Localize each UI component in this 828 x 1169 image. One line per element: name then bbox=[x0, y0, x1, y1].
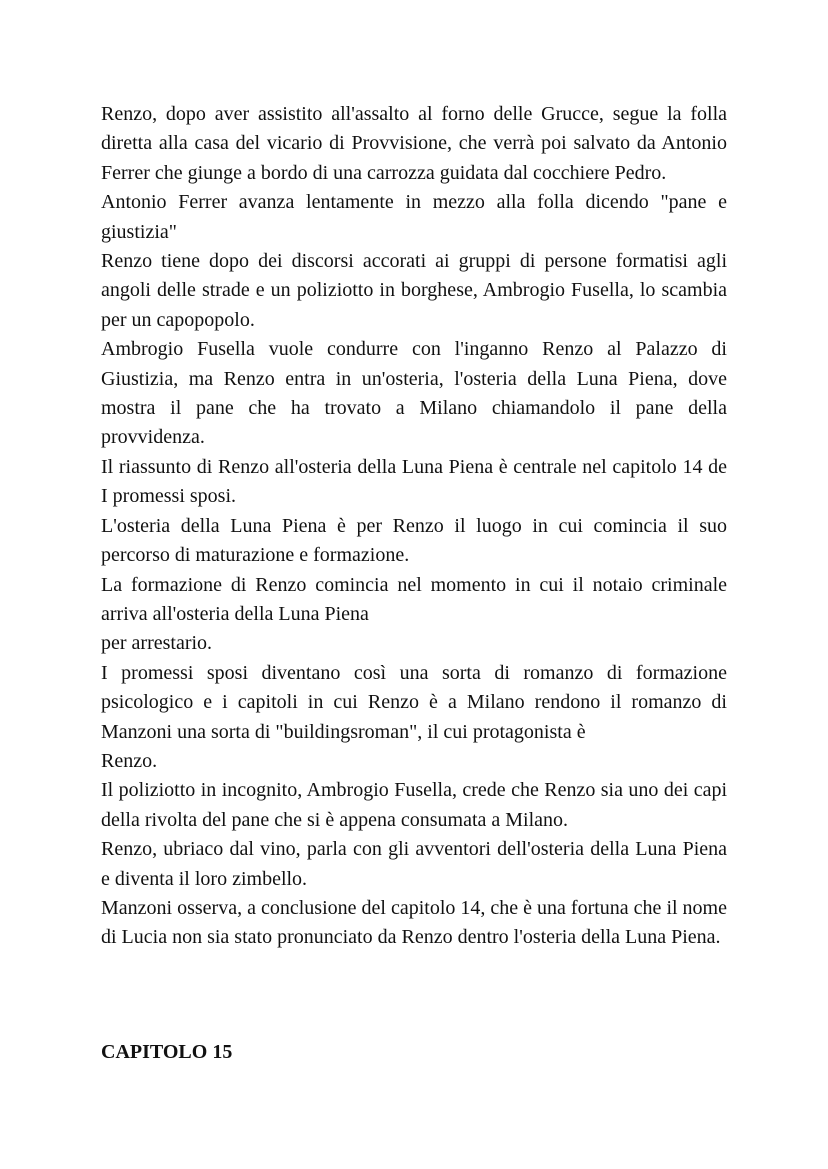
body-text bbox=[101, 100, 727, 953]
paragraph: Antonio Ferrer avanza lentamente in mezzo alla folla dicendo "pane e giustizia" bbox=[101, 191, 727, 243]
paragraph: Renzo tiene dopo dei discorsi accorati ai gruppi di persone formatisi agli angoli delle strade e un poliziotto in borghese, Ambrogio Fusella, lo scambia per un capopopolo. bbox=[101, 250, 727, 331]
paragraph: Il riassunto di Renzo all'osteria della Luna Piena è centrale nel capitolo 14 de I promessi sposi. bbox=[101, 455, 727, 508]
paragraph: La formazione di Renzo comincia nel momento in cui il notaio criminale arriva all'osteria della Luna Piena bbox=[101, 573, 727, 625]
paragraph: Renzo, dopo aver assistito all'assalto al forno delle Grucce, segue la folla diretta alla casa del vicario di Provvisione, che verrà poi salvato da Antonio Ferrer che giunge a bordo di una carrozza guidata dal cocchiere Pedro. bbox=[101, 103, 727, 184]
paragraph: I promessi sposi diventano così una sorta di romanzo di formazione psicologico e i capitoli in cui Renzo è a Milano rendono il romanzo di Manzoni una sorta di "buildingsroman", il cui protagonista è bbox=[101, 661, 727, 743]
paragraph: Manzoni osserva, a conclusione del capitolo 14, che è una fortuna che il nome di Lucia non sia stato pronunciato da Renzo dentro l'osteria della Luna Piena. bbox=[101, 896, 727, 949]
paragraph: Renzo, ubriaco dal vino, parla con gli avventori dell'osteria della Luna Piena e diventa il loro zimbello. bbox=[101, 838, 727, 890]
paragraph: Ambrogio Fusella vuole condurre con l'inganno Renzo al Palazzo di Giustizia, ma Renzo entra in un'osteria, l'osteria della Luna Piena, dove mostra il pane che ha trovato a Milano chiamandolo il pane della provvidenza. bbox=[101, 338, 727, 449]
paragraph: L'osteria della Luna Piena è per Renzo il luogo in cui comincia il suo percorso di maturazione e formazione. bbox=[101, 514, 727, 567]
paragraph: Renzo. bbox=[101, 749, 158, 772]
paragraph: Il poliziotto in incognito, Ambrogio Fusella, crede che Renzo sia uno dei capi della rivolta del pane che si è appena consumata a Milano. bbox=[101, 779, 727, 831]
chapter-heading: CAPITOLO 15 bbox=[101, 1041, 233, 1063]
paragraph: per arrestario. bbox=[101, 632, 213, 655]
